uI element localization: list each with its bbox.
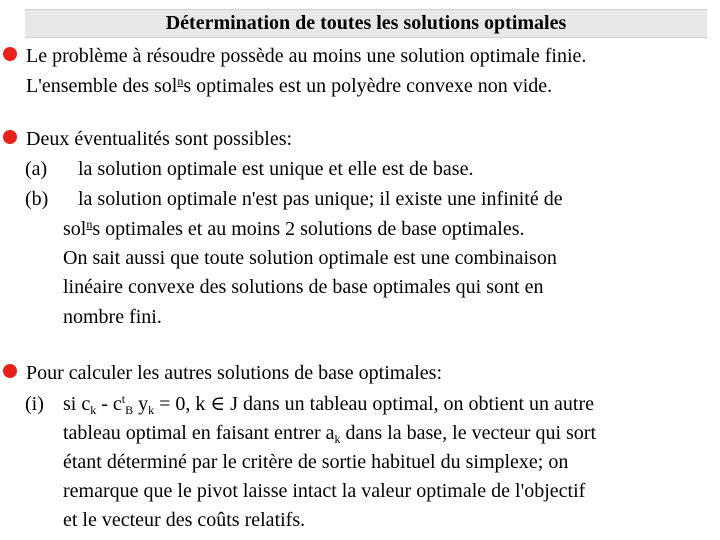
item-b-line3: On sait aussi que toute solution optimale est une combinaison (63, 247, 557, 269)
item-b-label: (b) (25, 188, 49, 210)
item-i-line2-text-a: tableau optimal en faisant entrer a (63, 422, 335, 444)
item-i-line1-text-c: y (133, 393, 149, 415)
item-b-line2-text-a: sol (63, 218, 87, 240)
section1-line2 (26, 74, 552, 98)
subscript-k: k (90, 403, 97, 417)
subscript-k: k (334, 432, 341, 446)
item-b-line2 (63, 217, 525, 241)
item-a-label: (a) (25, 158, 48, 180)
item-i-label: (i) (25, 393, 44, 415)
section3-intro: Pour calculer les autres solutions de base optimales: (26, 362, 443, 384)
subscript-b: B (125, 403, 134, 417)
item-b-line4: linéaire convexe des solutions de base optimales qui sont en (63, 276, 544, 298)
item-i-line3: étant déterminé par le critère de sortie habituel du simplexe; on (63, 451, 569, 473)
item-i-line2-text-b: dans la base, le vecteur qui sort (340, 422, 597, 444)
section1-line2-text-b: s optimales est un polyèdre convexe non vide. (183, 75, 553, 97)
item-a-text: la solution optimale est unique et elle est de base. (78, 158, 474, 180)
item-i-line2 (63, 421, 596, 445)
section2-intro: Deux éventualités sont possibles: (26, 128, 293, 150)
section1-line2-text-a: L'ensemble des sol (26, 75, 178, 97)
slide-title: Détermination de toutes les solutions optimales (165, 12, 567, 34)
item-i-line4: remarque que le pivot laisse intact la valeur optimale de l'objectif (63, 480, 586, 502)
bullet-icon (3, 364, 17, 378)
bullet-icon (3, 130, 17, 144)
superscript-n: n (86, 217, 93, 231)
bullet-icon (3, 47, 17, 61)
item-b-line5: nombre fini. (63, 306, 162, 328)
item-i-line1 (63, 392, 594, 416)
superscript-t: t (121, 392, 126, 406)
item-i-line1-text-a: si c (63, 393, 91, 415)
item-i-line5: et le vecteur des coûts relatifs. (63, 509, 306, 531)
section1-line1: Le problème à résoudre possède au moins une solution optimale finie. (26, 45, 587, 67)
item-b-line2-text-b: s optimales et au moins 2 solutions de base optimales. (92, 218, 525, 240)
subscript-k: k (148, 403, 155, 417)
item-i-line1-text-d: = 0, k ∈ J dans un tableau optimal, on obtient un autre (154, 393, 595, 415)
item-i-line1-text-b: - c (96, 393, 122, 415)
item-b-line1: la solution optimale n'est pas unique; il existe une infinité de (78, 188, 563, 210)
superscript-n: n (177, 74, 184, 88)
